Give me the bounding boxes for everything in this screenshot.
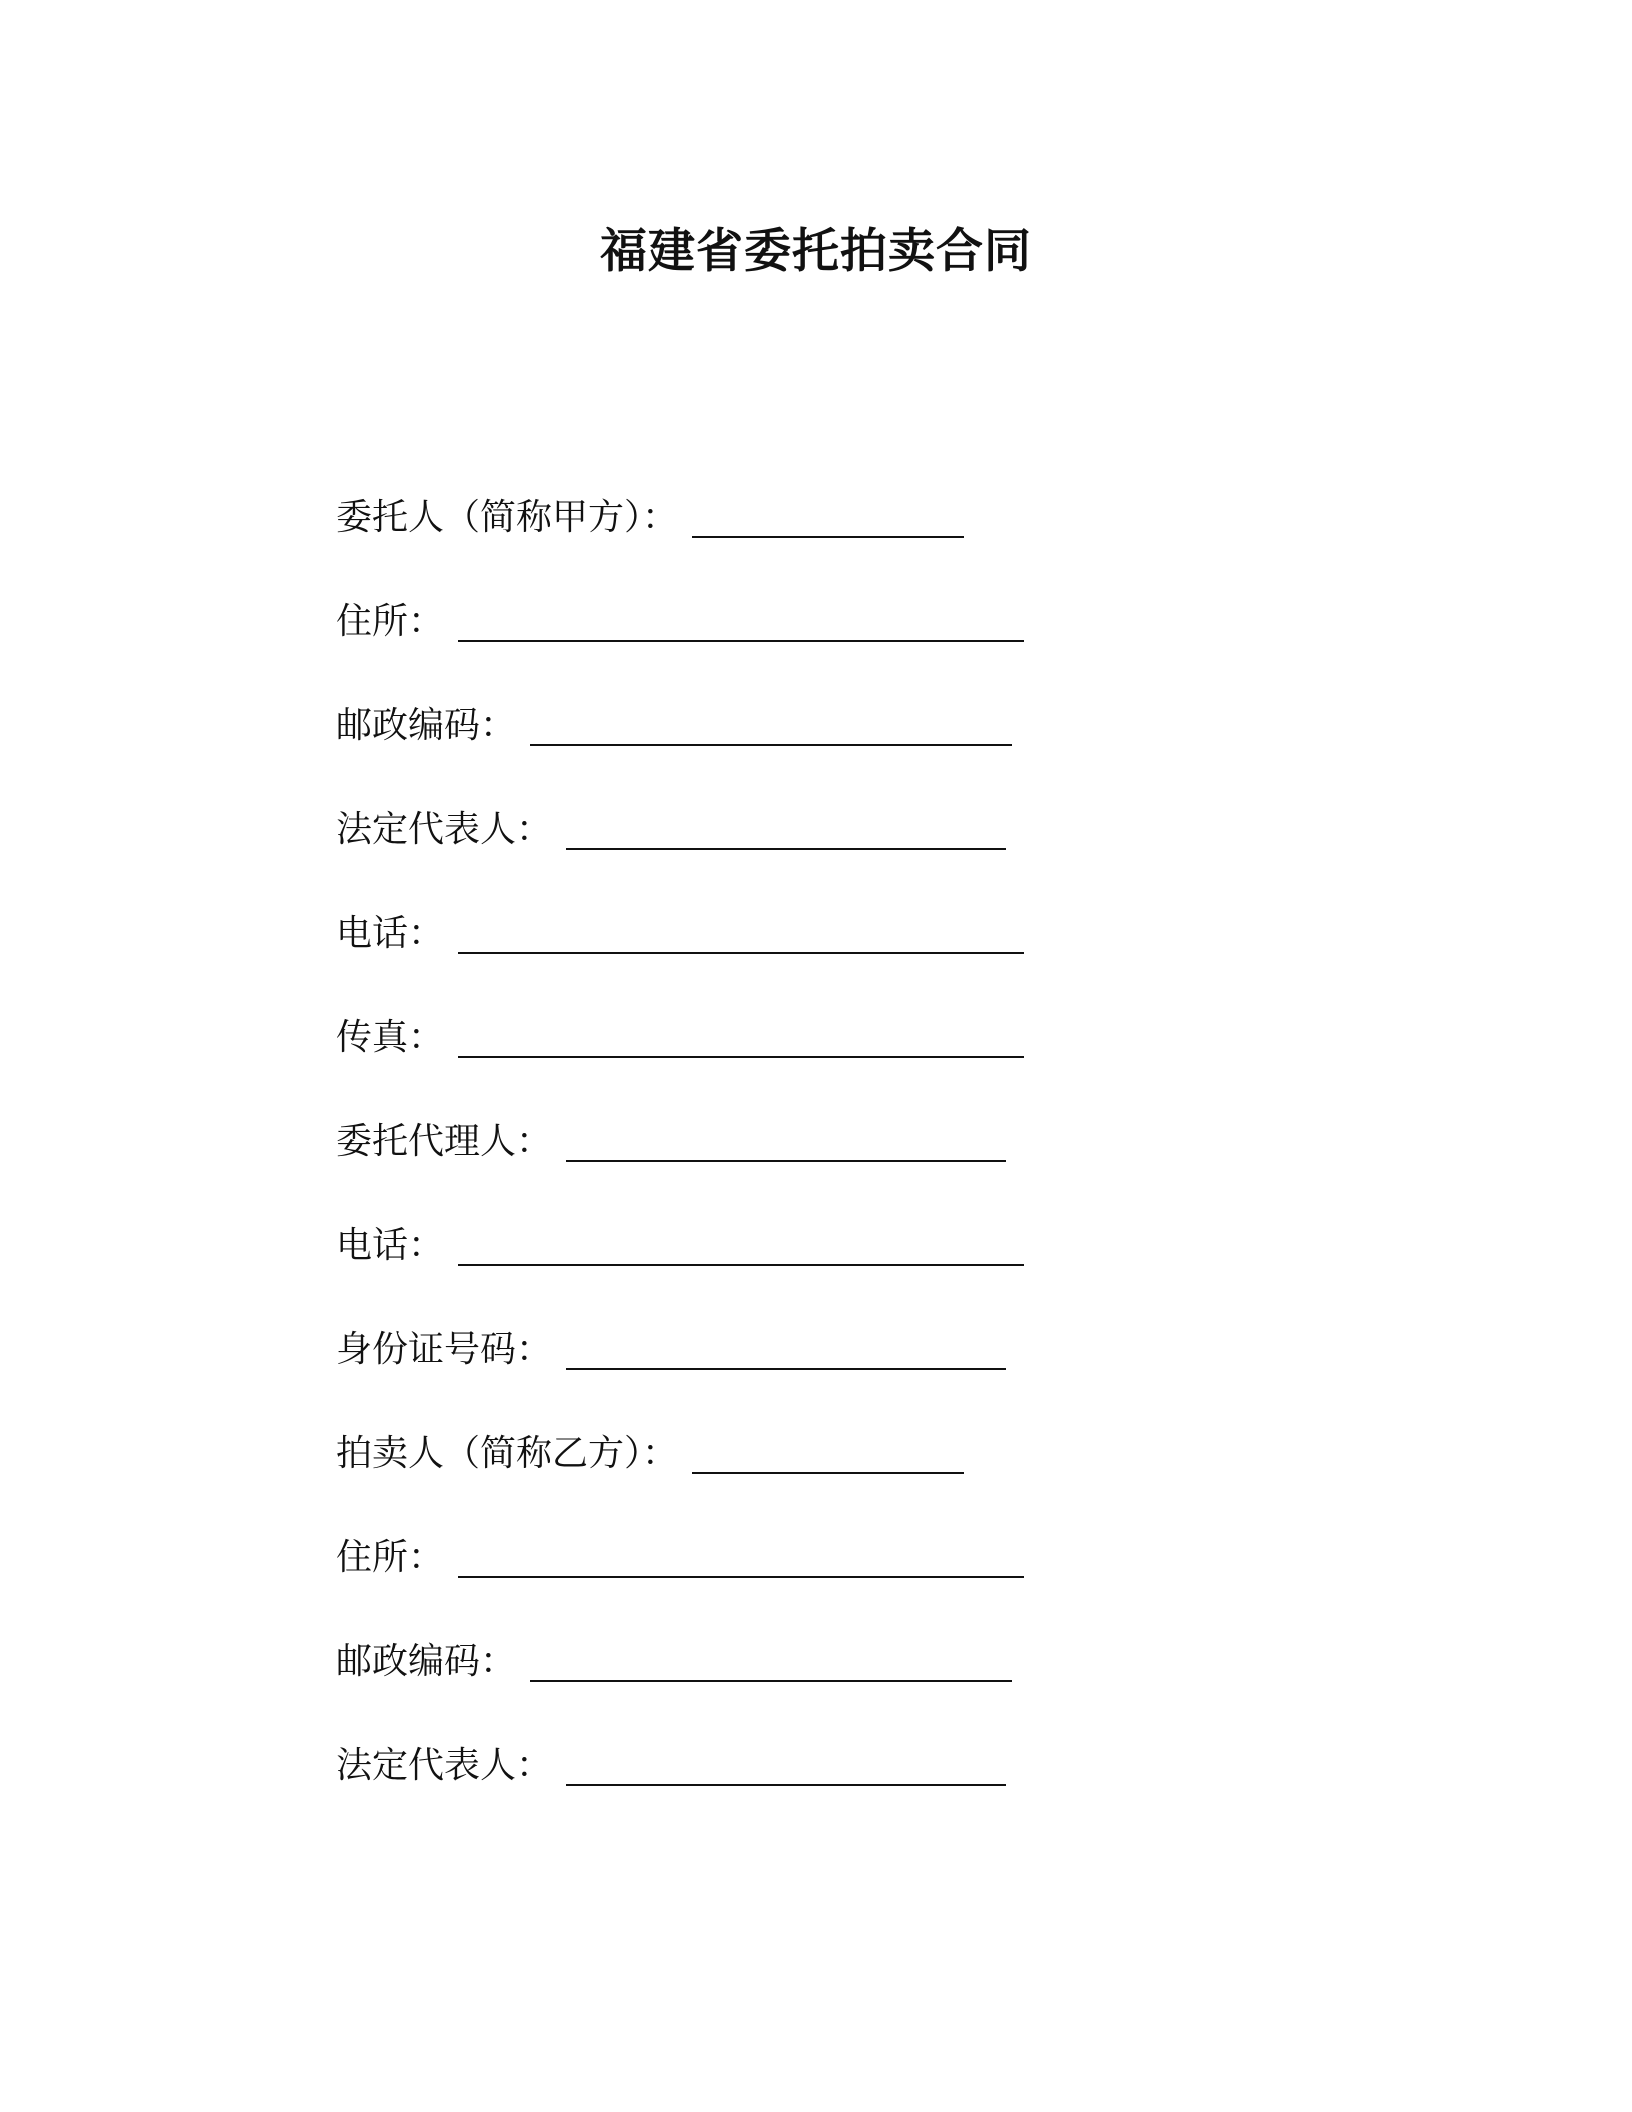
form-field [336, 1114, 1116, 1218]
form-field [336, 1426, 1116, 1530]
field-label: 法定代表人： [336, 1745, 553, 1786]
fill-in-blank[interactable] [458, 906, 1024, 954]
fill-in-blank[interactable] [458, 1530, 1024, 1578]
fill-in-blank[interactable] [530, 1634, 1012, 1682]
field-label: 电话： [336, 913, 445, 954]
field-label: 委托代理人： [336, 1121, 553, 1162]
form-field [336, 1322, 1116, 1426]
party-info-form [336, 490, 1116, 1842]
fill-in-blank[interactable] [692, 1426, 964, 1474]
field-label: 传真： [336, 1017, 445, 1058]
fill-in-blank[interactable] [458, 1218, 1024, 1266]
form-field [336, 802, 1116, 906]
fill-in-blank[interactable] [530, 698, 1012, 746]
fill-in-blank[interactable] [566, 802, 1006, 850]
form-field [336, 1218, 1116, 1322]
form-field [336, 1634, 1116, 1738]
field-label: 邮政编码： [336, 705, 517, 746]
document-title: 福建省委托拍卖合同 [600, 224, 1032, 279]
field-label: 委托人（简称甲方）： [336, 497, 679, 538]
field-label: 身份证号码： [336, 1329, 553, 1370]
form-field [336, 1010, 1116, 1114]
fill-in-blank[interactable] [566, 1114, 1006, 1162]
field-label: 电话： [336, 1225, 445, 1266]
form-field [336, 490, 1116, 594]
form-field [336, 1738, 1116, 1842]
fill-in-blank[interactable] [458, 1010, 1024, 1058]
field-label: 拍卖人（简称乙方）： [336, 1433, 679, 1474]
form-field [336, 698, 1116, 802]
form-field [336, 1530, 1116, 1634]
form-field [336, 906, 1116, 1010]
fill-in-blank[interactable] [566, 1738, 1006, 1786]
field-label: 邮政编码： [336, 1641, 517, 1682]
field-label: 住所： [336, 1537, 445, 1578]
fill-in-blank[interactable] [692, 490, 964, 538]
fill-in-blank[interactable] [566, 1322, 1006, 1370]
field-label: 法定代表人： [336, 809, 553, 850]
form-field [336, 594, 1116, 698]
fill-in-blank[interactable] [458, 594, 1024, 642]
field-label: 住所： [336, 601, 445, 642]
